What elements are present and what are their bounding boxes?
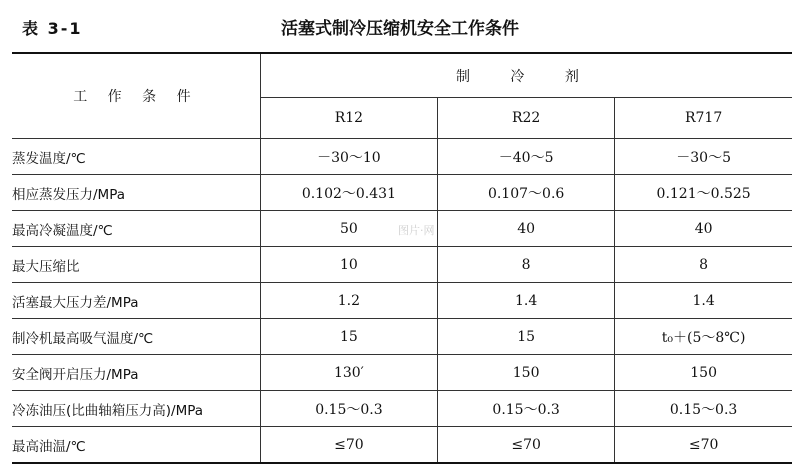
cell-r717: t₀＋(5～8℃) [615,319,792,355]
header-r12: R12 [260,98,437,139]
table-row [12,175,792,211]
cell-r717: 40 [615,211,792,247]
row-condition-label: 活塞最大压力差/MPa [12,283,260,319]
header-working-conditions: 工 作 条 件 [12,53,260,139]
row-condition-label: 制冷机最高吸气温度/℃ [12,319,260,355]
row-condition-label: 冷冻油压(比曲轴箱压力高)/MPa [12,391,260,427]
row-condition-label: 蒸发温度/℃ [12,139,260,175]
cell-r22: 1.4 [438,283,615,319]
row-condition-label: 最大压缩比 [12,247,260,283]
cell-r22: 40 [438,211,615,247]
table-title: 活塞式制冷压缩机安全工作条件 [281,19,519,39]
cell-r12: ≤70 [260,427,437,464]
header-r717: R717 [615,98,792,139]
row-condition-label: 相应蒸发压力/MPa [12,175,260,211]
cell-r12: 0.102～0.431 [260,175,437,211]
cell-r12: 10 [260,247,437,283]
row-condition-label: 最高油温/℃ [12,427,260,464]
cell-r22: 150 [438,355,615,391]
table-row [12,427,792,464]
table-row [12,139,792,175]
cell-r22: 0.107～0.6 [438,175,615,211]
watermark: 图片·网 [398,224,435,237]
row-condition-label: 安全阀开启压力/MPa [12,355,260,391]
table-row [12,355,792,391]
cell-r22: －40～5 [438,139,615,175]
cell-r12: 130′ [260,355,437,391]
table-row [12,283,792,319]
table-row [12,247,792,283]
cell-r717: －30～5 [615,139,792,175]
table-row [12,319,792,355]
cell-r717: 150 [615,355,792,391]
cell-r12: 0.15～0.3 [260,391,437,427]
header-refrigerant: 制 冷 剂 [260,53,792,98]
cell-r717: ≤70 [615,427,792,464]
table-caption [0,0,800,44]
cell-r717: 1.4 [615,283,792,319]
cell-r717: 8 [615,247,792,283]
cell-r12: 15 [260,319,437,355]
row-condition-label: 最高冷凝温度/℃ [12,211,260,247]
cell-r12: 1.2 [260,283,437,319]
cell-r22: 8 [438,247,615,283]
cell-r717: 0.121～0.525 [615,175,792,211]
cell-r22: ≤70 [438,427,615,464]
cell-r12: －30～10 [260,139,437,175]
cell-r717: 0.15～0.3 [615,391,792,427]
table-number: 表 3-1 [22,19,83,38]
header-r22: R22 [438,98,615,139]
cell-r22: 0.15～0.3 [438,391,615,427]
table-row [12,391,792,427]
conditions-table [12,52,792,464]
cell-r22: 15 [438,319,615,355]
cell-r12: 50 [260,211,437,247]
